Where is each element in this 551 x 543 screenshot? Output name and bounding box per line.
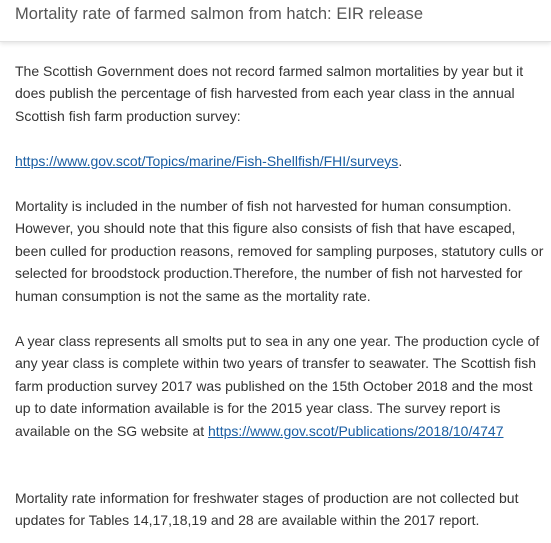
page-title: Mortality rate of farmed salmon from hatch: EIR release: [15, 5, 424, 23]
mortality-paragraph: Mortality is included in the number of fish not harvested for human consumption. However, you should note that this figure also consists of fish that have escaped, been culled for production reasons, removed for sampling purposes, statutory culls or selected for broodstock production.Therefore, the number of fish not harvested for human consumption is not the same as the mortality rate.: [15, 198, 544, 304]
freshwater-paragraph: Mortality rate information for freshwater stages of production are not collected but updates for Tables 14,17,18,19 and 28 are available within the 2017 report.: [15, 490, 519, 529]
survey-link-paragraph: [15, 150, 545, 172]
survey-link-suffix: .: [398, 153, 403, 169]
publication-link[interactable]: https://www.gov.scot/Publications/2018/10/4747: [208, 422, 504, 439]
survey-link[interactable]: https://www.gov.scot/Topics/marine/Fish-Shellfish/FHI/surveys: [15, 153, 399, 169]
year-class-paragraph: [15, 330, 545, 442]
intro-paragraph: The Scottish Government does not record farmed salmon mortalities by year but it does publish the percentage of fish harvested from each year class in the annual Scottish fish farm production survey:: [15, 63, 524, 124]
year-class-text: A year class represents all smolts put to sea in any one year. The production cycle of any year class is complete within two years of transfer to seawater. The Scottish fish farm production survey 2017 was published on the 15th October 2018 and the most up to date information available is for the 2015 year class. The survey report is available on the SG website at: [15, 333, 540, 439]
page-header: [0, 0, 551, 42]
